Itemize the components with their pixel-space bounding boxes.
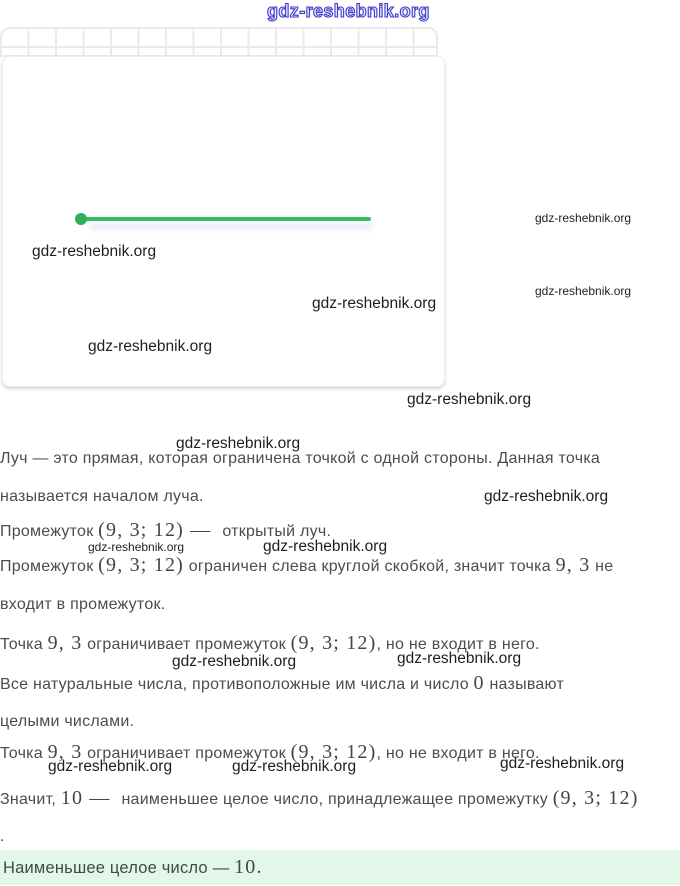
answer-math: 10. xyxy=(234,856,263,878)
text-line xyxy=(0,592,165,618)
watermark: gdz-reshebnik.org xyxy=(88,338,213,355)
text-segment: , но не входит в него. xyxy=(376,745,540,762)
text-segment: наименьшее целое число, принадлежащее промежутку xyxy=(116,791,553,808)
ray-line xyxy=(81,217,371,221)
watermark-top: gdz-reshebnik.org xyxy=(267,1,430,21)
watermark: gdz-reshebnik.org xyxy=(232,758,357,775)
text-line xyxy=(0,552,613,580)
math-segment: (9, 3; 12) — xyxy=(98,519,218,541)
text-line xyxy=(0,517,331,545)
text-line xyxy=(0,484,204,510)
watermark: gdz-reshebnik.org xyxy=(407,391,532,408)
math-segment: (9, 3; 12) xyxy=(98,554,185,576)
answer-text: Наименьшее целое число — xyxy=(3,859,235,877)
text-segment: ограничивает промежуток xyxy=(82,636,291,653)
text-line xyxy=(0,670,564,698)
ray-shadow xyxy=(89,223,373,230)
text-line xyxy=(0,709,134,735)
watermark: gdz-reshebnik.org xyxy=(484,488,609,505)
text-segment: Точка xyxy=(0,745,48,762)
watermark: gdz-reshebnik.org xyxy=(48,758,173,775)
squared-paper-strip xyxy=(0,27,438,57)
text-line xyxy=(0,739,540,767)
text-segment: называют xyxy=(484,676,565,693)
math-segment: (9, 3; 12) xyxy=(290,741,377,763)
text-segment: входит в промежуток. xyxy=(0,596,166,613)
math-segment: 0 xyxy=(473,672,485,694)
math-segment: 9, 3 xyxy=(47,632,83,654)
math-segment: 9, 3 xyxy=(555,554,591,576)
math-segment: (9, 3; 12) xyxy=(552,787,639,809)
text-segment: Промежуток xyxy=(0,558,99,575)
answer-bar xyxy=(0,850,680,885)
text-segment: не xyxy=(590,558,614,575)
math-segment: (9, 3; 12) xyxy=(290,632,377,654)
text-segment: ограничивает промежуток xyxy=(82,745,291,762)
text-segment: целыми числами. xyxy=(0,713,135,730)
text-segment: ограничен слева круглой скобкой, значит точка xyxy=(184,558,556,575)
watermark: gdz-reshebnik.org xyxy=(312,295,437,312)
figure-card xyxy=(2,56,445,387)
watermark: gdz-reshebnik.org xyxy=(32,243,157,260)
text-line xyxy=(0,630,540,658)
ray-endpoint-dot xyxy=(75,213,87,225)
watermark: gdz-reshebnik.org xyxy=(397,650,522,667)
watermark: gdz-reshebnik.org xyxy=(88,540,185,554)
text-segment: Точка xyxy=(0,636,48,653)
math-segment: 10 — xyxy=(60,787,117,809)
watermark: gdz-reshebnik.org xyxy=(176,435,301,452)
text-line xyxy=(0,785,639,813)
text-segment: , но не входит в него. xyxy=(376,636,540,653)
watermark: gdz-reshebnik.org xyxy=(172,653,297,670)
text-segment: открытый луч. xyxy=(217,523,332,540)
text-segment: Все натуральные числа, противоположные им числа и число xyxy=(0,676,474,693)
text-segment: называется началом луча. xyxy=(0,488,204,505)
text-segment: Промежуток xyxy=(0,523,99,540)
text-line xyxy=(0,824,5,850)
text-segment: Значит, xyxy=(0,791,61,808)
text-segment: Луч — это прямая, которая ограничена точкой с одной стороны. Данная точка xyxy=(0,450,601,467)
math-segment: 9, 3 xyxy=(47,741,83,763)
text-line xyxy=(0,446,600,472)
watermark: gdz-reshebnik.org xyxy=(500,755,625,772)
text-segment: . xyxy=(0,828,5,845)
watermark: gdz-reshebnik.org xyxy=(263,538,388,555)
watermark: gdz-reshebnik.org xyxy=(535,211,632,225)
watermark: gdz-reshebnik.org xyxy=(535,284,632,298)
